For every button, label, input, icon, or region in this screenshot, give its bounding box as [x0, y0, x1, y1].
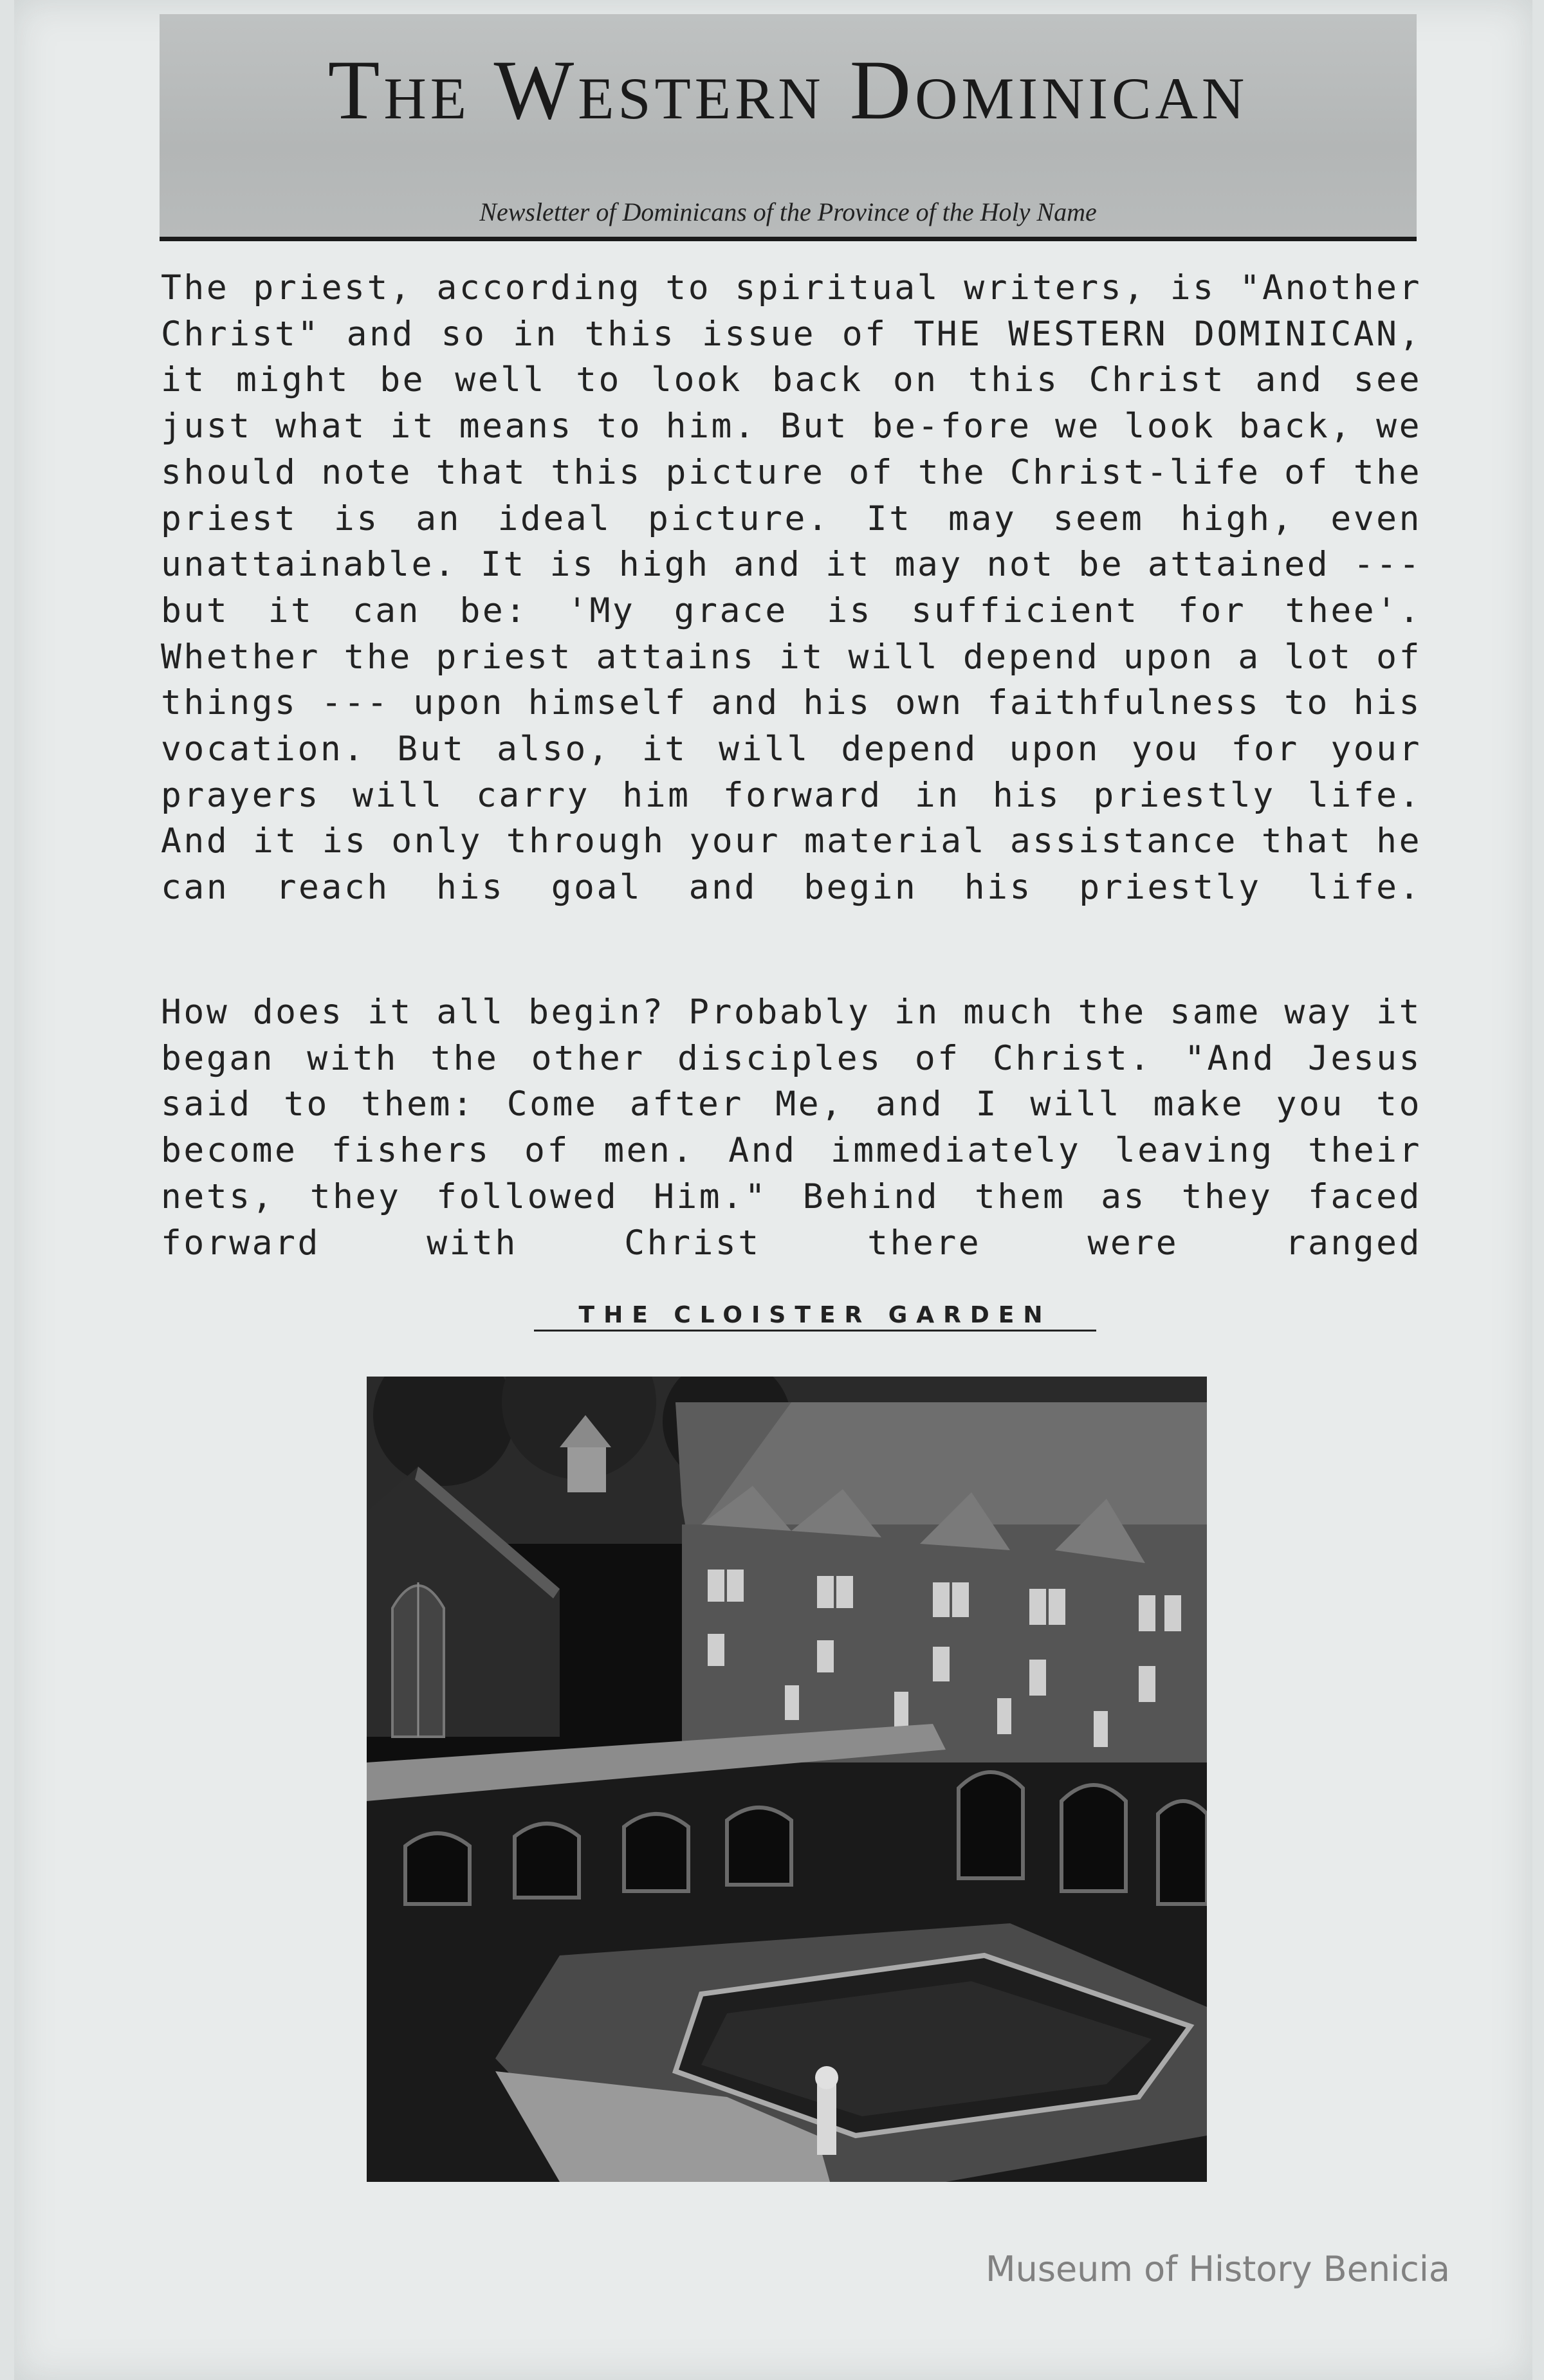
masthead — [160, 14, 1417, 237]
cloister-garden-photo — [367, 1377, 1207, 2182]
museum-watermark: Museum of History Benicia — [986, 2249, 1450, 2289]
newsletter-subtitle: Newsletter of Dominicans of the Province of the Holy Name — [479, 197, 1097, 226]
cloister-photo-illustration — [367, 1377, 1207, 2182]
newsletter-page — [14, 0, 1532, 2380]
masthead-divider — [160, 237, 1417, 241]
article-paragraph-1: The priest, according to spiritual writers, is "Another Christ" and so in this issue of THE WESTERN DOMINICAN, it might be well to look back on this Christ and see just what it means to him. But be-fore we look back, we should note that this picture of the Christ-life of the priest is an ideal picture. It may seem high, even unattainable. It is high and it may not be attained --- but it can be: 'My grace is sufficient for thee'. Whether the priest attains it will depend upon a lot of things --- upon himself and his own faithfulness to his vocation. But also, it will depend upon you for your prayers will carry him forward in his priestly life. And it is only through your material assistance that he can reach his goal and begin his priestly life. — [161, 268, 1422, 908]
article-paragraph-2: How does it all begin? Probably in much the same way it began with the other disciples of Christ. "And Jesus said to them: Come after Me, and I will make you to become fishers of men. And immediately leaving their nets, they followed Him." Behind them as they faced forward with Christ there were ranged — [161, 993, 1422, 1263]
newsletter-title: The Western Dominican — [327, 42, 1249, 137]
photo-caption: THE CLOISTER GARDEN — [534, 1302, 1096, 1332]
